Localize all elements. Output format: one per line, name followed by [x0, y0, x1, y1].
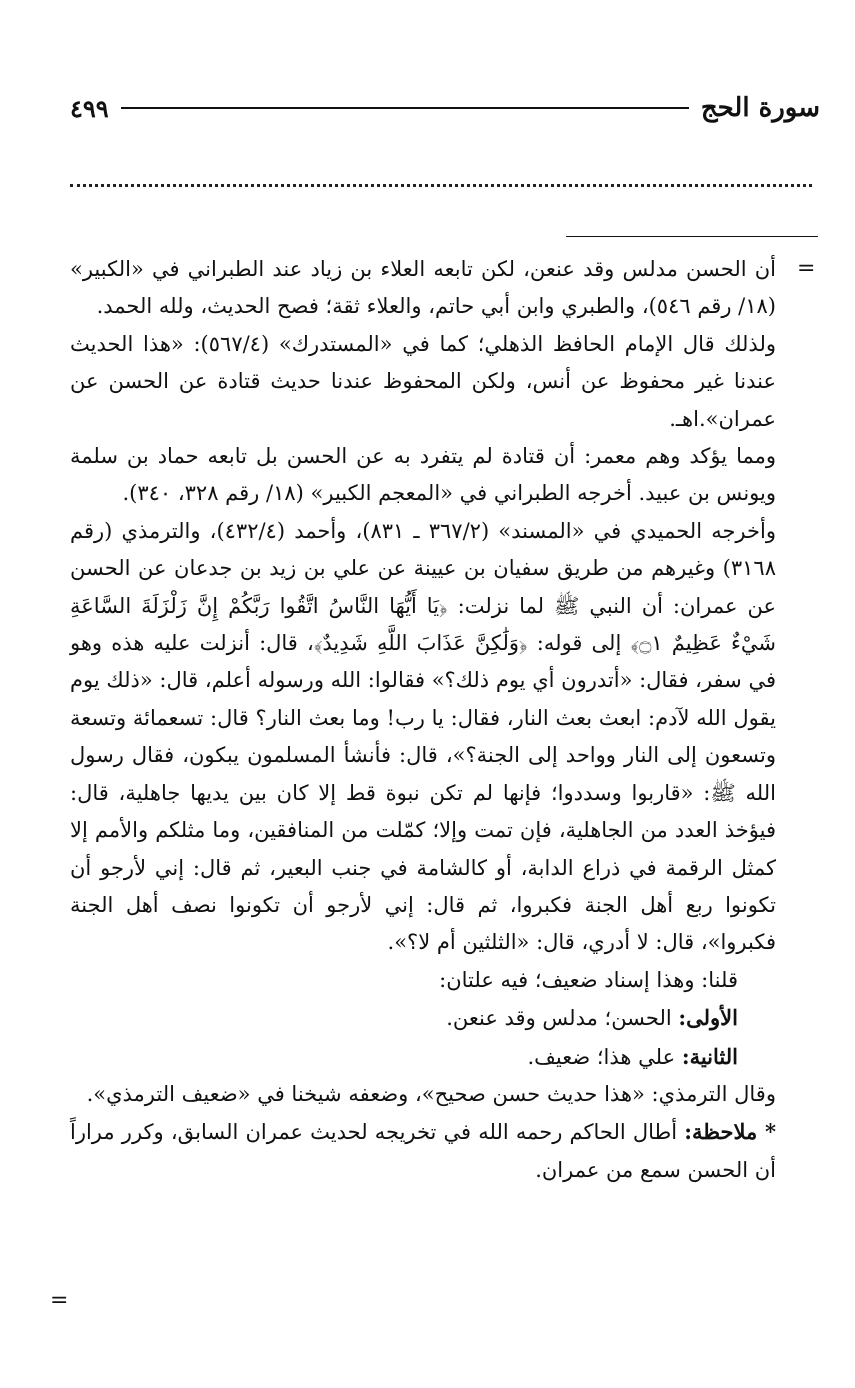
first-defect-label: الأولى:: [678, 1005, 738, 1031]
paragraph-remark: [70, 1113, 776, 1189]
second-defect-label: الثانية:: [681, 1043, 738, 1069]
paragraph-hadith: وأخرجه الحميدي في «المسند» (٣٦٧/٢ ـ ٨٣١)، وأحمد (٤٣٢/٤)، والترمذي (رقم ٣١٦٨) وغيرهم من طريق سفيان بن عيينة عن علي بن زيد بن جدعان عن الحسن عن عمران: أن النبي ﷺ لما نزلت: ﴿يَا أَيُّهَا النَّاسُ اتَّقُوا رَبَّكُمْ إِنَّ زَلْزَلَةَ السَّاعَةِ شَيْءٌ عَظِيمٌ ۝١﴾ إلى قوله: ﴿وَلَٰكِنَّ عَذَابَ اللَّهِ شَدِيدٌ﴾، قال: أنزلت عليه هذه وهو في سفر، فقال: «أتدرون أي يوم ذلك؟» فقالوا: الله ورسوله أعلم، قال: «ذلك يوم يقول الله لآدم: ابعث بعث النار، فقال: يا رب! وما بعث النار؟ قال: تسعمائة وتسعة وتسعون إلى النار وواحد إلى الجنة؟»، قال: فأنشأ المسلمون يبكون، فقال رسول الله ﷺ: «قاربوا وسددوا؛ فإنها لم تكن نبوة قط إلا كان بين يديها جاهلية، قال: فيؤخذ العدد من الجاهلية، فإن تمت وإلا؛ كمّلت من المنافقين، وما مثلكم والأمم إلا كمثل الرقمة في ذراع الدابة، أو كالشامة في جنب البعير، ثم قال: إني لأرجو أن تكونوا ربع أهل الجنة فكبروا، ثم قال: إني لأرجو أن تكونوا نصف أهل الجنة فكبروا»، قال: لا أدري، قال: «الثلثين أم لا؟».: [70, 518, 776, 955]
header-rule: [121, 107, 689, 109]
remark-text: أطال الحاكم رحمه الله في تخريجه لحديث عمران السابق، وكرر مراراً أن الحسن سمع من عمران.: [70, 1120, 776, 1182]
remark-label: * ملاحظة:: [684, 1119, 776, 1145]
surah-title: سورة الحج: [700, 93, 820, 123]
continuation-mark-bottom: =: [50, 1288, 69, 1313]
footnote-body: [70, 251, 776, 1189]
analysis-intro: قلنا: وهذا إسناد ضعيف؛ فيه علتان:: [439, 967, 738, 992]
paragraph-tirmidhi: وقال الترمذي: «هذا حديث حسن صحيح»، وضعفه شيخنا في «ضعيف الترمذي».: [86, 1081, 776, 1106]
second-defect: [70, 1038, 776, 1076]
paragraph-dhuhli: ولذلك قال الإمام الحافظ الذهلي؛ كما في «المستدرك» (٥٦٧/٤): «هذا الحديث عندنا غير محفوظ عن أنس، ولكن المحفوظ عندنا حديث قتادة عن الحسن عن عمران».اهـ.: [70, 331, 776, 431]
dotted-separator: [70, 184, 812, 187]
second-defect-text: علي هذا؛ ضعيف.: [527, 1044, 676, 1069]
paragraph-continuation: أن الحسن مدلس وقد عنعن، لكن تابعه العلاء بن زياد عند الطبراني في «الكبير» (١٨/ رقم ٥٤٦)، والطبري وابن أبي حاتم، والعلاء ثقة؛ فصح الحديث، ولله الحمد.: [70, 257, 776, 319]
first-defect-text: الحسن؛ مدلس وقد عنعن.: [446, 1006, 672, 1031]
paragraph-mamar: ومما يؤكد وهم معمر: أن قتادة لم يتفرد به عن الحسن بل تابعه حماد بن سلمة ويونس بن عبيد. أخرجه الطبراني في «المعجم الكبير» (١٨/ رقم ٣٢٨، ٣٤٠).: [70, 444, 776, 506]
page-number: ٤٩٩: [70, 93, 109, 123]
footnote-rule: [566, 236, 818, 237]
first-defect: [70, 999, 776, 1037]
continuation-mark-top: =: [797, 256, 816, 281]
page-header: [70, 88, 820, 128]
